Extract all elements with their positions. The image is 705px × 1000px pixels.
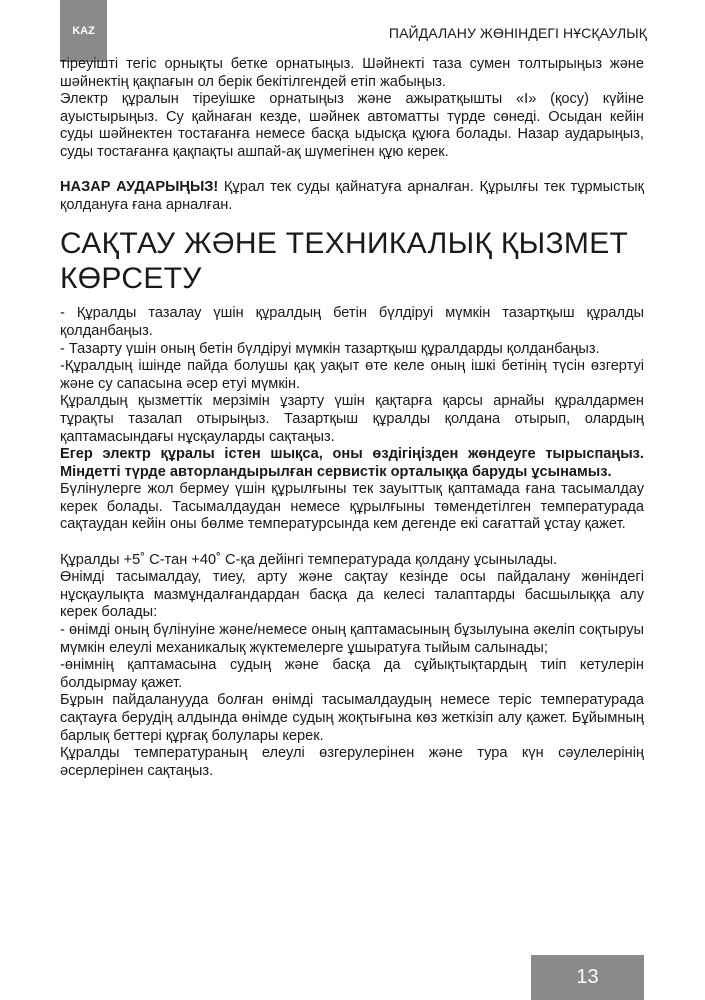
list-item: -Құралдың ішінде пайда болушы қақ уақыт өте келе оның ішкі бетінің түсін өзгертуі және су сапасына әсер етуі мүмкін. [60,358,644,392]
page-number: 13 [576,966,599,988]
requirement-1: - өнімді оның бүлінуіне және/немесе оның қаптамасының бұзылуына әкеліп соқтыруы мүмкін елеулі механикалық жүктемелерге ұшыратуға тыйым салынады; [60,622,644,656]
list-item: Құралдың қызметтік мерзімін ұзарту үшін қақтарға қарсы арнайы құралдармен тұрақты тазалап отырыңыз. Тазартқыш құралды қолдана отырып, олардың қаптамасындағы нұсқауларды сақтаңыз. [60,393,644,445]
transport-paragraph: Бүлінулерге жол бермеу үшін құрылғыны тек зауыттық қаптамада ғана тасымалдау керек болады. Тасымалдаудан немесе құрылғыны төмендетілген температурада сақтаудан кейін оны бөлме температурсында кем дегенде екі сағаттай ұстау қажет. [60,481,644,533]
page-number-box [531,955,644,1000]
section-title: САҚТАУ ЖӘНЕ ТЕХНИКАЛЫҚ ҚЫЗМЕТ КӨРСЕТУ [60,227,629,296]
requirement-2: -өнімнің қаптамасына судың және басқа да сұйықтықтардың тиіп кетулерін болдырмау қажет. [60,657,644,691]
language-label: KAZ [72,25,95,37]
handling-paragraph: Өнімді тасымалдау, тиеу, арту және сақтау кезінде осы пайдалану жөніндегі нұсқаулықта мазмұндалғандардан басқа да келесі талаптарды басшылыққа алу керек болады: [60,569,644,621]
list-item: - Құралды тазалау үшін құралдың бетін бүлдіруі мүмкін тазартқыш құралды қолданбаңыз. [60,305,644,339]
protect-paragraph: Құралды температураның елеулі өзгерулерінен және тура күн сәулелерінің әсерлерінен сақтаңыз. [60,745,644,779]
page-content [60,56,644,780]
list-item: - Тазарту үшін оның бетін бүлдіруі мүмкін тазартқыш құралдарды қолданбаңыз. [60,340,600,357]
warning-paragraph [60,179,644,214]
warning-label: НАЗАР АУДАРЫҢЫЗ! [60,179,219,196]
prior-use-paragraph: Бұрын пайдаланууда болған өнімді тасымалдаудың немесе теріс температурада сақтауға берудің алдында өнімде судың жоқтығына көз жеткізіп алу қажет. Бұйымның барлық беттері құрғақ болулары керек. [60,692,644,744]
header-title: ПАЙДАЛАНУ ЖӨНІНДЕГІ НҰСҚАУЛЫҚ [388,25,647,41]
temperature-paragraph: Құралды +5˚ С-тан +40˚ С-қа дейінгі температурада қолдану ұсынылады. [60,551,558,568]
language-tab [60,0,107,62]
intro-paragraph-2: Электр құралын тіреуішке орнатыңыз және ажыратқышты «I» (қосу) күйіне ауыстырыңыз. Су қайнаған кезде, шәйнек автоматты түрде сөнеді. Осыдан кейін суды шәйнектен тостағанға немесе басқа ыдысқа құюға болады. Назар аударыңыз, суды тостағанға қақпақты ашпай-ақ шүмегінен құю керек. [60,91,644,160]
bold-notice: Егер электр құралы істен шықса, оны өздігіңізден жөндеуге тырыспаңыз. Міндетті түрде авторландырылған сервистік орталыққа баруды ұсынамыз. [60,446,644,480]
intro-paragraph-1: тіреуішті тегіс орнықты бетке орнатыңыз. Шәйнекті таза сумен толтырыңыз және шәйнектің қақпағын ол берік бекітілгендей етіп жабыңыз. [60,56,644,90]
warning-text: Құрал тек суды қайнатуға арналған. Құрылғы тек тұрмыстық қолдануға ғана арналған. [60,179,644,213]
